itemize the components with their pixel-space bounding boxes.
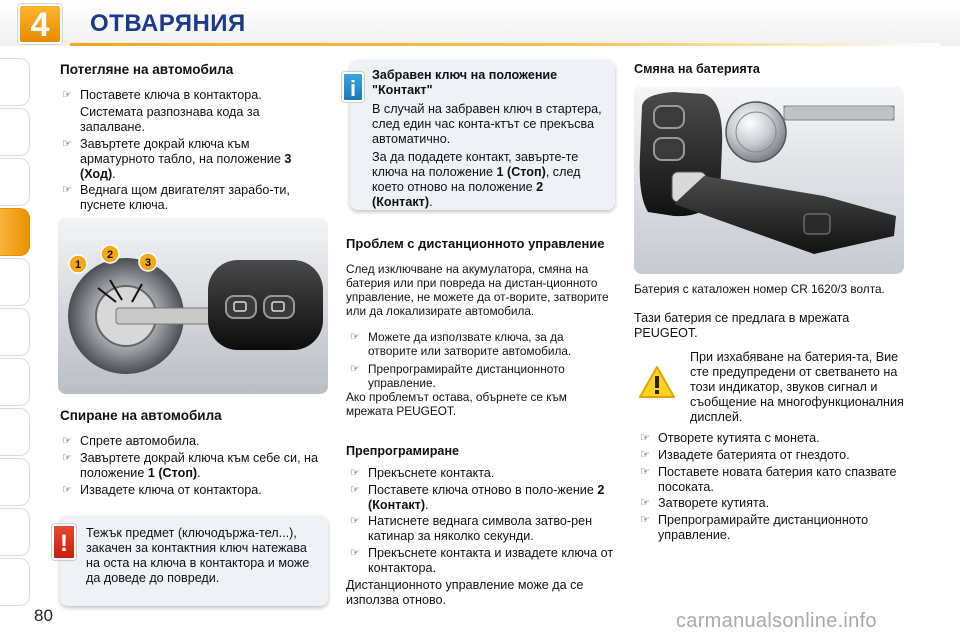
start-title: Потегляне на автомобила [60,62,234,77]
watermark: carmanualsonline.info [676,610,877,632]
reprog-paragraph: Дистанционното управление може да се използва отново. [346,578,584,607]
hand-point-icon: ☞ [350,515,360,527]
info-title: Забравен ключ на положение "Контакт" [372,68,558,97]
hand-point-icon: ☞ [350,484,360,496]
chapter-title: ОТВАРЯНИЯ [90,10,246,37]
svg-text:1: 1 [74,259,82,271]
header-accent-line [70,43,940,46]
stop-item-1: ☞ Спрете автомобила. [62,434,200,448]
hand-point-icon: ☞ [350,331,360,343]
info-icon: i [342,72,364,102]
side-tab-4-active[interactable] [0,208,30,256]
warning-text: Тежък предмет (ключодържа-тел...), закачен за контактния ключ натежава на оста на ключа в контактора и може да доведе до повреди. [86,526,310,585]
stop-title: Спиране на автомобила [60,408,222,423]
hand-point-icon: ☞ [62,452,72,464]
hand-point-icon: ☞ [350,547,360,559]
hand-point-icon: ☞ [350,363,360,375]
hand-point-icon: ☞ [62,89,72,101]
battery-warning-text: При изхабяване на батерия-та, Вие сте предупредени от светването на този индикатор, звуков сигнал и съобщение на многофункционалния дисплей. [690,350,904,424]
remote-battery-photo [634,86,904,274]
ignition-key-photo [58,218,328,394]
stop-item-3: ☞ Извадете ключа от контактора. [62,483,262,497]
hand-point-icon: ☞ [350,467,360,479]
svg-text:2: 2 [106,249,114,261]
hand-point-icon: ☞ [640,466,650,478]
reprog-item-3: ☞ Натиснете веднага символа затво-рен катинар за няколко секунди. [350,514,593,543]
hand-point-icon: ☞ [640,514,650,526]
page-number: 80 [34,606,53,625]
reprog-item-4: ☞ Прекъснете контакта и извадете ключа от контактора. [350,546,614,575]
hand-point-icon: ☞ [640,449,650,461]
callout-3 [139,253,157,271]
svg-text:3: 3 [144,257,152,269]
info-panel [350,60,615,210]
battery-item-5: ☞ Препрограмирайте дистанционното управление. [640,513,869,542]
start-item-2: Системата разпознава кода за запалване. [80,105,260,134]
battery-item-2: ☞ Извадете батерията от гнездото. [640,448,850,462]
hand-point-icon: ☞ [62,435,72,447]
info-paragraph-2: За да подадете контакт, завърте-те ключа на положение 1 (Стоп), след което отново на положение 2 (Контакт). [372,150,581,209]
side-tab-8[interactable] [0,408,30,456]
side-tab-7[interactable] [0,358,30,406]
hand-point-icon: ☞ [640,432,650,444]
battery-paragraph: Тази батерия се предлага в мрежата PEUGEOT. [634,311,850,340]
battery-title: Смяна на батерията [634,62,760,76]
battery-item-1: ☞ Отворете кутията с монета. [640,431,820,445]
side-tab-2[interactable] [0,108,30,156]
reprog-title: Препрограмиране [346,444,460,458]
remote-battery-illustration [634,86,904,274]
battery-item-3: ☞ Поставете новата батерия като спазвате посоката. [640,465,897,494]
side-tab-3[interactable] [0,158,30,206]
warning-icon: ! [52,524,76,560]
remote-paragraph-2: Ако проблемът остава, обърнете се към мрежата PEUGEOT. [346,390,567,418]
start-item-1: ☞ Поставете ключа в контактора. [62,88,262,102]
hand-point-icon: ☞ [640,497,650,509]
start-item-3: ☞ Завъртете докрай ключа към арматурното табло, на положение 3 (Ход). [62,137,292,181]
reprog-item-2: ☞ Поставете ключа отново в поло-жение 2 (Контакт). [350,483,605,512]
remote-item-2: ☞ Препрограмирайте дистанционното управление. [350,362,565,390]
chapter-number-badge: 4 [18,4,62,44]
callout-2 [101,245,119,263]
warning-triangle-icon [638,364,676,400]
info-paragraph-1: В случай на забравен ключ в стартера, след един час конта-ктът се прекъсва автоматично. [372,102,602,146]
reprog-item-1: ☞ Прекъснете контакта. [350,466,495,480]
ignition-key-illustration [58,218,328,394]
side-tab-5[interactable] [0,258,30,306]
callout-1 [69,255,87,273]
start-item-4: ☞ Веднага щом двигателят зарабо-ти, пуснете ключа. [62,183,290,212]
battery-item-4: ☞ Затворете кутията. [640,496,770,510]
side-tab-6[interactable] [0,308,30,356]
warning-panel [60,516,328,606]
hand-point-icon: ☞ [62,484,72,496]
hand-point-icon: ☞ [62,138,72,150]
remote-item-1: ☞ Можете да използвате ключа, за да отворите или затворите автомобила. [350,330,572,358]
side-tab-11[interactable] [0,558,30,606]
remote-paragraph-1: След изключване на акумулатора, смяна на батерия или при повреда на дистан-ционното управление, не можете да от-ворите, затворите или да локализирате автомобила. [346,262,609,318]
battery-caption: Батерия с каталожен номер CR 1620/3 волта. [634,282,885,296]
stop-item-2: ☞ Завъртете докрай ключа към себе си, на положение 1 (Стоп). [62,451,319,480]
side-tab-9[interactable] [0,458,30,506]
remote-title: Проблем с дистанционното управление [346,236,605,251]
hand-point-icon: ☞ [62,184,72,196]
side-tab-1[interactable] [0,58,30,106]
side-tab-10[interactable] [0,508,30,556]
